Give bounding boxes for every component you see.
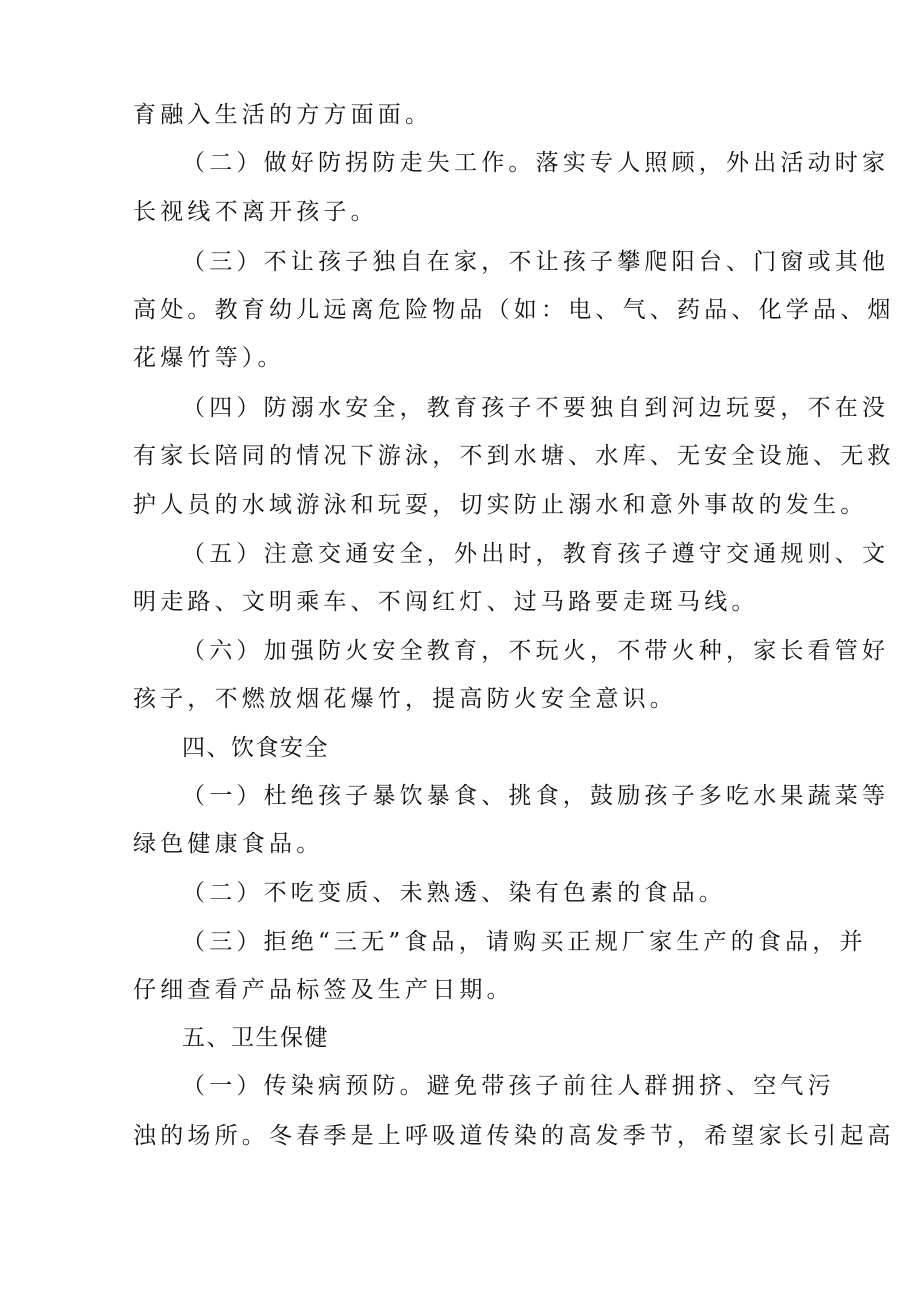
text-line: 仔细查看产品标签及生产日期。	[133, 977, 514, 1003]
text-line: （六）加强防火安全教育，不玩火，不带火种，家长看管好	[182, 638, 890, 664]
text-line: 高处。教育幼儿远离危险物品（如：电、气、药品、化学品、烟	[133, 297, 895, 323]
text-line: 绿色健康食品。	[133, 831, 324, 857]
text-line: 花爆竹等）。	[133, 345, 285, 371]
text-line: 育融入生活的方方面面。	[133, 102, 433, 128]
text-line: 长视线不离开孩子。	[133, 199, 378, 225]
text-line: （一）传染病预防。避免带孩子前往人群拥挤、空气污	[182, 1073, 835, 1099]
text-line: 护人员的水域游泳和玩耍，切实防止溺水和意外事故的发生。	[133, 492, 868, 518]
section-heading: 五、卫生保健	[182, 1025, 329, 1051]
text-line: 浊的场所。冬春季是上呼吸道传染的高发季节，希望家长引起高	[133, 1123, 895, 1149]
text-line: （四）防溺水安全，教育孩子不要独自到河边玩耍，不在没	[182, 395, 890, 421]
section-heading: 四、饮食安全	[182, 735, 329, 761]
text-line: （一）杜绝孩子暴饮暴食、挑食，鼓励孩子多吃水果蔬菜等	[182, 783, 890, 809]
text-line: （五）注意交通安全，外出时，教育孩子遵守交通规则、文	[182, 541, 890, 567]
text-line: 孩子，不燃放烟花爆竹，提高防火安全意识。	[133, 686, 677, 712]
text-line: 明走路、文明乘车、不闯红灯、过马路要走斑马线。	[133, 589, 759, 615]
text-line: （二）不吃变质、未熟透、染有色素的食品。	[182, 880, 726, 906]
text-line: 有家长陪同的情况下游泳，不到水塘、水库、无安全设施、无救	[133, 443, 895, 469]
text-line: （二）做好防拐防走失工作。落实专人照顾，外出活动时家	[182, 150, 890, 176]
text-line: （三）拒绝“三无”食品，请购买正规厂家生产的食品，并	[182, 929, 867, 955]
text-line: （三）不让孩子独自在家，不让孩子攀爬阳台、门窗或其他	[182, 249, 890, 275]
